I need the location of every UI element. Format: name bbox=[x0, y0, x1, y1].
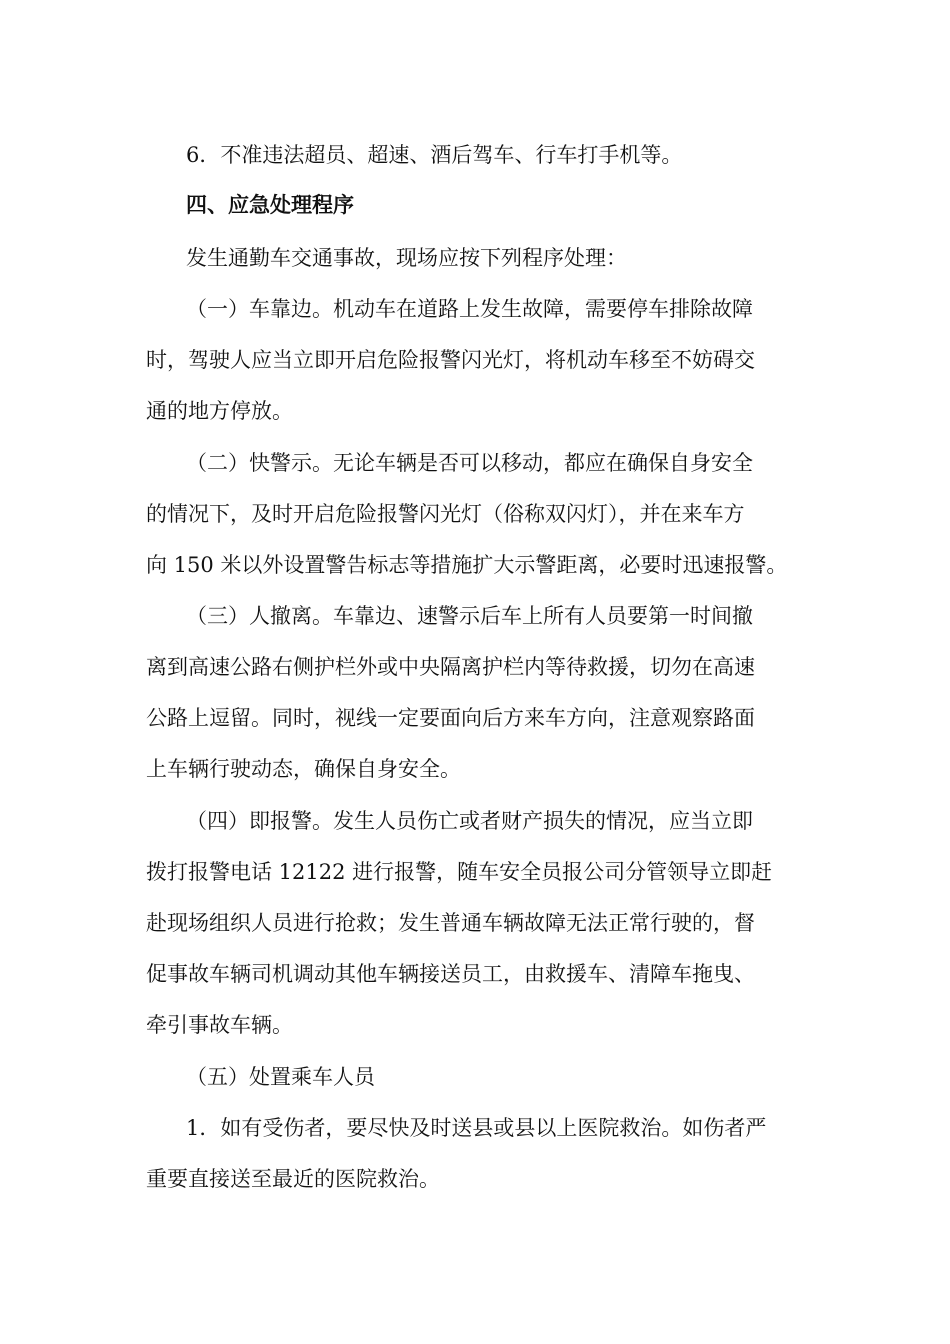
paragraph-line: 重要直接送至最近的医院救治。 bbox=[146, 1167, 440, 1191]
paragraph-line: 赴现场组织人员进行抢救；发生普通车辆故障无法正常行驶的，督 bbox=[146, 911, 755, 935]
paragraph-line: 的情况下，及时开启危险报警闪光灯（俗称双闪灯），并在来车方 bbox=[146, 502, 745, 526]
paragraph-line: 拨打报警电话 12122 进行报警，随车安全员报公司分管领导立即赶 bbox=[146, 860, 773, 884]
paragraph-line: （四）即报警。发生人员伤亡或者财产损失的情况，应当立即 bbox=[186, 809, 753, 833]
paragraph-line: （三）人撤离。车靠边、速警示后车上所有人员要第一时间撤 bbox=[186, 604, 753, 628]
paragraph-line: （一）车靠边。机动车在道路上发生故障，需要停车排除故障 bbox=[186, 297, 753, 321]
paragraph-line: （二）快警示。无论车辆是否可以移动，都应在确保自身安全 bbox=[186, 451, 753, 475]
section-heading: 四、应急处理程序 bbox=[186, 193, 354, 217]
subsection-title: （五）处置乘车人员 bbox=[186, 1065, 375, 1089]
paragraph-line: 上车辆行驶动态，确保自身安全。 bbox=[146, 757, 461, 781]
paragraph-line: 时，驾驶人应当立即开启危险报警闪光灯，将机动车移至不妨碍交 bbox=[146, 348, 755, 372]
paragraph-line: 公路上逗留。同时，视线一定要面向后方来车方向，注意观察路面 bbox=[146, 706, 755, 730]
paragraph-line: 离到高速公路右侧护栏外或中央隔离护栏内等待救援，切勿在高速 bbox=[146, 655, 755, 679]
paragraph-intro: 发生通勤车交通事故，现场应按下列程序处理： bbox=[186, 246, 627, 270]
paragraph-line: 促事故车辆司机调动其他车辆接送员工，由救援车、清障车拖曳、 bbox=[146, 962, 755, 986]
list-item-6: 6．不准违法超员、超速、酒后驾车、行车打手机等。 bbox=[186, 143, 683, 167]
paragraph-line: 牵引事故车辆。 bbox=[146, 1013, 293, 1037]
paragraph-line: 通的地方停放。 bbox=[146, 399, 293, 423]
list-item-1: 1．如有受伤者，要尽快及时送县或县以上医院救治。如伤者严 bbox=[186, 1116, 767, 1140]
paragraph-line: 向 150 米以外设置警告标志等措施扩大示警距离，必要时迅速报警。 bbox=[146, 553, 788, 577]
